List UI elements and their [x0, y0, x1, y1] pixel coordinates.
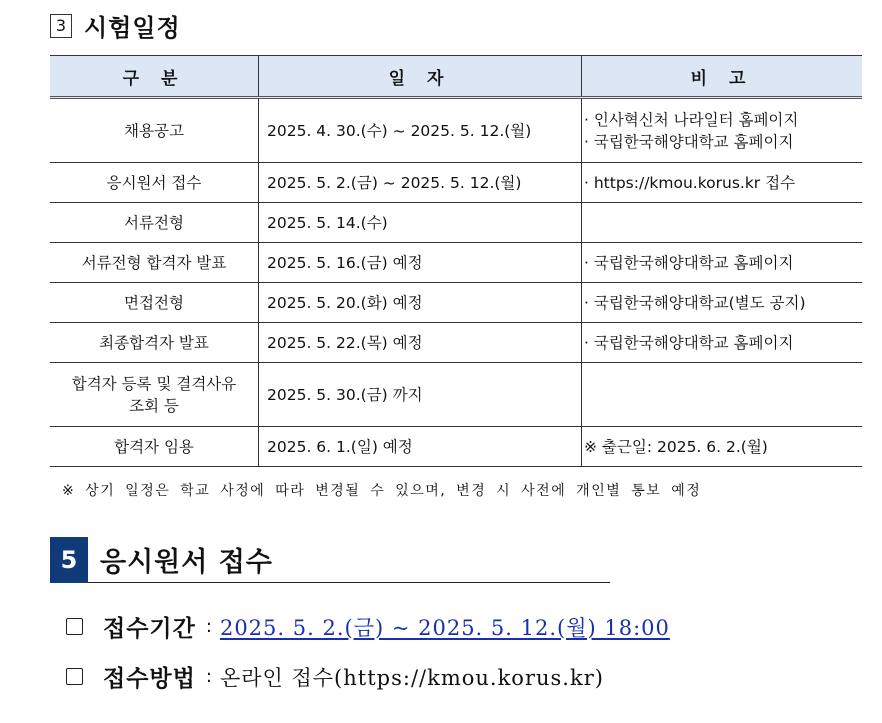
- remark-line: · https://kmou.korus.kr 접수: [584, 173, 796, 192]
- item-label: 접수기간: [103, 616, 196, 642]
- row-remarks: [582, 323, 863, 363]
- row-category: 최종합격자 발표: [50, 323, 259, 363]
- schedule-table: [50, 55, 862, 467]
- checkbox-icon: [66, 618, 83, 635]
- row-date: 2025. 5. 30.(금) 까지: [259, 363, 582, 427]
- heading-underline: [88, 582, 610, 583]
- row-category: 면접전형: [50, 283, 259, 323]
- section-3-heading: [50, 8, 181, 43]
- row-date: 2025. 4. 30.(수) ~ 2025. 5. 12.(월): [259, 98, 582, 163]
- table-row: [50, 427, 862, 467]
- schedule-footnote: ※ 상기 일정은 학교 사정에 따라 변경될 수 있으며, 변경 시 사전에 개인별 통보 예정: [62, 483, 702, 499]
- row-category: 서류전형 합격자 발표: [50, 243, 259, 283]
- row-date: 2025. 5. 16.(금) 예정: [259, 243, 582, 283]
- section-title: 응시원서 접수: [100, 547, 273, 578]
- table-row: [50, 363, 862, 427]
- table-row: [50, 323, 862, 363]
- item-label: 접수방법: [103, 666, 196, 692]
- category-line: 조회 등: [129, 396, 179, 415]
- application-period-item: [66, 610, 670, 643]
- row-date: 2025. 5. 14.(수): [259, 203, 582, 243]
- row-remarks: [582, 363, 863, 427]
- item-separator: :: [205, 616, 212, 637]
- section-number-badge: 5: [50, 537, 88, 583]
- row-category: 합격자 임용: [50, 427, 259, 467]
- row-category: 채용공고: [50, 98, 259, 163]
- row-category: [50, 363, 259, 427]
- section-title: 시험일정: [84, 14, 181, 42]
- application-method-value: 온라인 접수(https://kmou.korus.kr): [219, 665, 604, 690]
- remark-line: · 국립한국해양대학교 홈페이지: [584, 333, 794, 352]
- remark-line: · 국립한국해양대학교 홈페이지: [584, 253, 794, 272]
- item-separator: :: [205, 666, 212, 687]
- row-remarks: [582, 427, 863, 467]
- row-remarks: [582, 163, 863, 203]
- table-row: [50, 98, 862, 163]
- section-5-heading: [50, 537, 610, 583]
- row-date: 2025. 6. 1.(일) 예정: [259, 427, 582, 467]
- table-row: [50, 163, 862, 203]
- application-period-value: 2025. 5. 2.(금) ~ 2025. 5. 12.(월) 18:00: [219, 615, 670, 640]
- row-remarks: [582, 98, 863, 163]
- table-row: [50, 203, 862, 243]
- row-remarks: [582, 243, 863, 283]
- remark-line: · 국립한국해양대학교(별도 공지): [584, 293, 806, 312]
- table-row: [50, 283, 862, 323]
- remark-line: · 인사혁신처 나라일터 홈페이지: [584, 110, 799, 129]
- header-category: 구 분: [50, 56, 259, 98]
- row-date: 2025. 5. 20.(화) 예정: [259, 283, 582, 323]
- application-method-item: [66, 660, 604, 693]
- header-remarks: 비 고: [582, 56, 863, 98]
- row-date: 2025. 5. 2.(금) ~ 2025. 5. 12.(월): [259, 163, 582, 203]
- table-header-row: [50, 56, 862, 98]
- remark-line: · 국립한국해양대학교 홈페이지: [584, 132, 794, 151]
- table-row: [50, 243, 862, 283]
- category-line: 합격자 등록 및 결격사유: [71, 374, 237, 393]
- row-remarks: [582, 283, 863, 323]
- checkbox-icon: [66, 668, 83, 685]
- row-remarks: [582, 203, 863, 243]
- row-date: 2025. 5. 22.(목) 예정: [259, 323, 582, 363]
- row-category: 서류전형: [50, 203, 259, 243]
- header-date: 일 자: [259, 56, 582, 98]
- section-number-box: 3: [50, 14, 72, 38]
- row-category: 응시원서 접수: [50, 163, 259, 203]
- remark-line: ※ 출근일: 2025. 6. 2.(월): [584, 437, 768, 456]
